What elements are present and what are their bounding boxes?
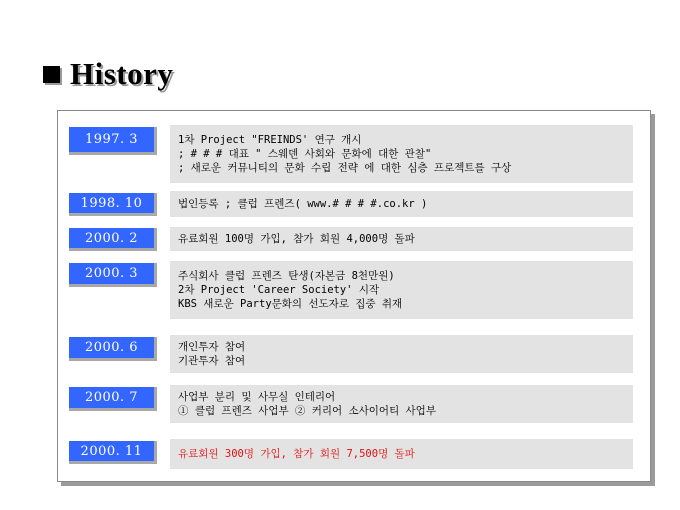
- description-box: [170, 227, 633, 251]
- date-badge: 2000. 6: [69, 337, 157, 361]
- description-box: [170, 385, 633, 423]
- description-box: [170, 261, 633, 319]
- description-line: 유료회원 100명 가입, 참가 회원 4,000명 돌파: [178, 233, 415, 245]
- date-badge: 2000. 11: [69, 441, 157, 464]
- description-line: ; 새로운 커뮤니티의 문화 수립 전략 에 대한 심층 프로젝트를 구상: [178, 162, 512, 174]
- description-box: [170, 191, 633, 217]
- description-line: 1차 Project "FREINDS' 연구 개시: [178, 134, 362, 146]
- description-box: [170, 335, 633, 373]
- description-line: KBS 새로운 Party문화의 선도자로 집중 취재: [178, 298, 403, 310]
- description-line: 2차 Project 'Career Society' 시작: [178, 284, 380, 296]
- description-line-highlight: 유료회원 300명 가입, 참가 회원 7,500명 돌파: [178, 448, 415, 460]
- date-badge: 2000. 3: [69, 263, 157, 287]
- date-badge: 1997. 3: [69, 127, 157, 155]
- date-badge: 1998. 10: [69, 193, 157, 216]
- description-line: 기관투자 참여: [178, 355, 246, 367]
- description-line: ① 클럽 프렌즈 사업부 ② 커리어 소사이어티 사업부: [178, 405, 436, 417]
- page-title: [43, 54, 173, 94]
- date-badge: 2000. 2: [69, 228, 157, 251]
- description-line: 주식회사 클럽 프렌즈 탄생(자본금 8천만원): [178, 270, 395, 282]
- description-box: [170, 439, 633, 469]
- description-box: [170, 125, 633, 183]
- history-panel: [57, 110, 651, 482]
- description-line: 개인투자 참여: [178, 341, 246, 353]
- description-line: ; # # # 대표 " 스웨덴 사회와 문화에 대한 관찰": [178, 148, 432, 160]
- date-badge: 2000. 7: [69, 387, 157, 411]
- description-line: 사업부 분리 및 사무실 인테리어: [178, 391, 336, 403]
- description-line: 법인등록 ; 클럽 프렌즈( www.# # # #.co.kr ): [178, 198, 428, 210]
- title-text: History: [70, 56, 174, 91]
- bullet-square-icon: [43, 66, 60, 83]
